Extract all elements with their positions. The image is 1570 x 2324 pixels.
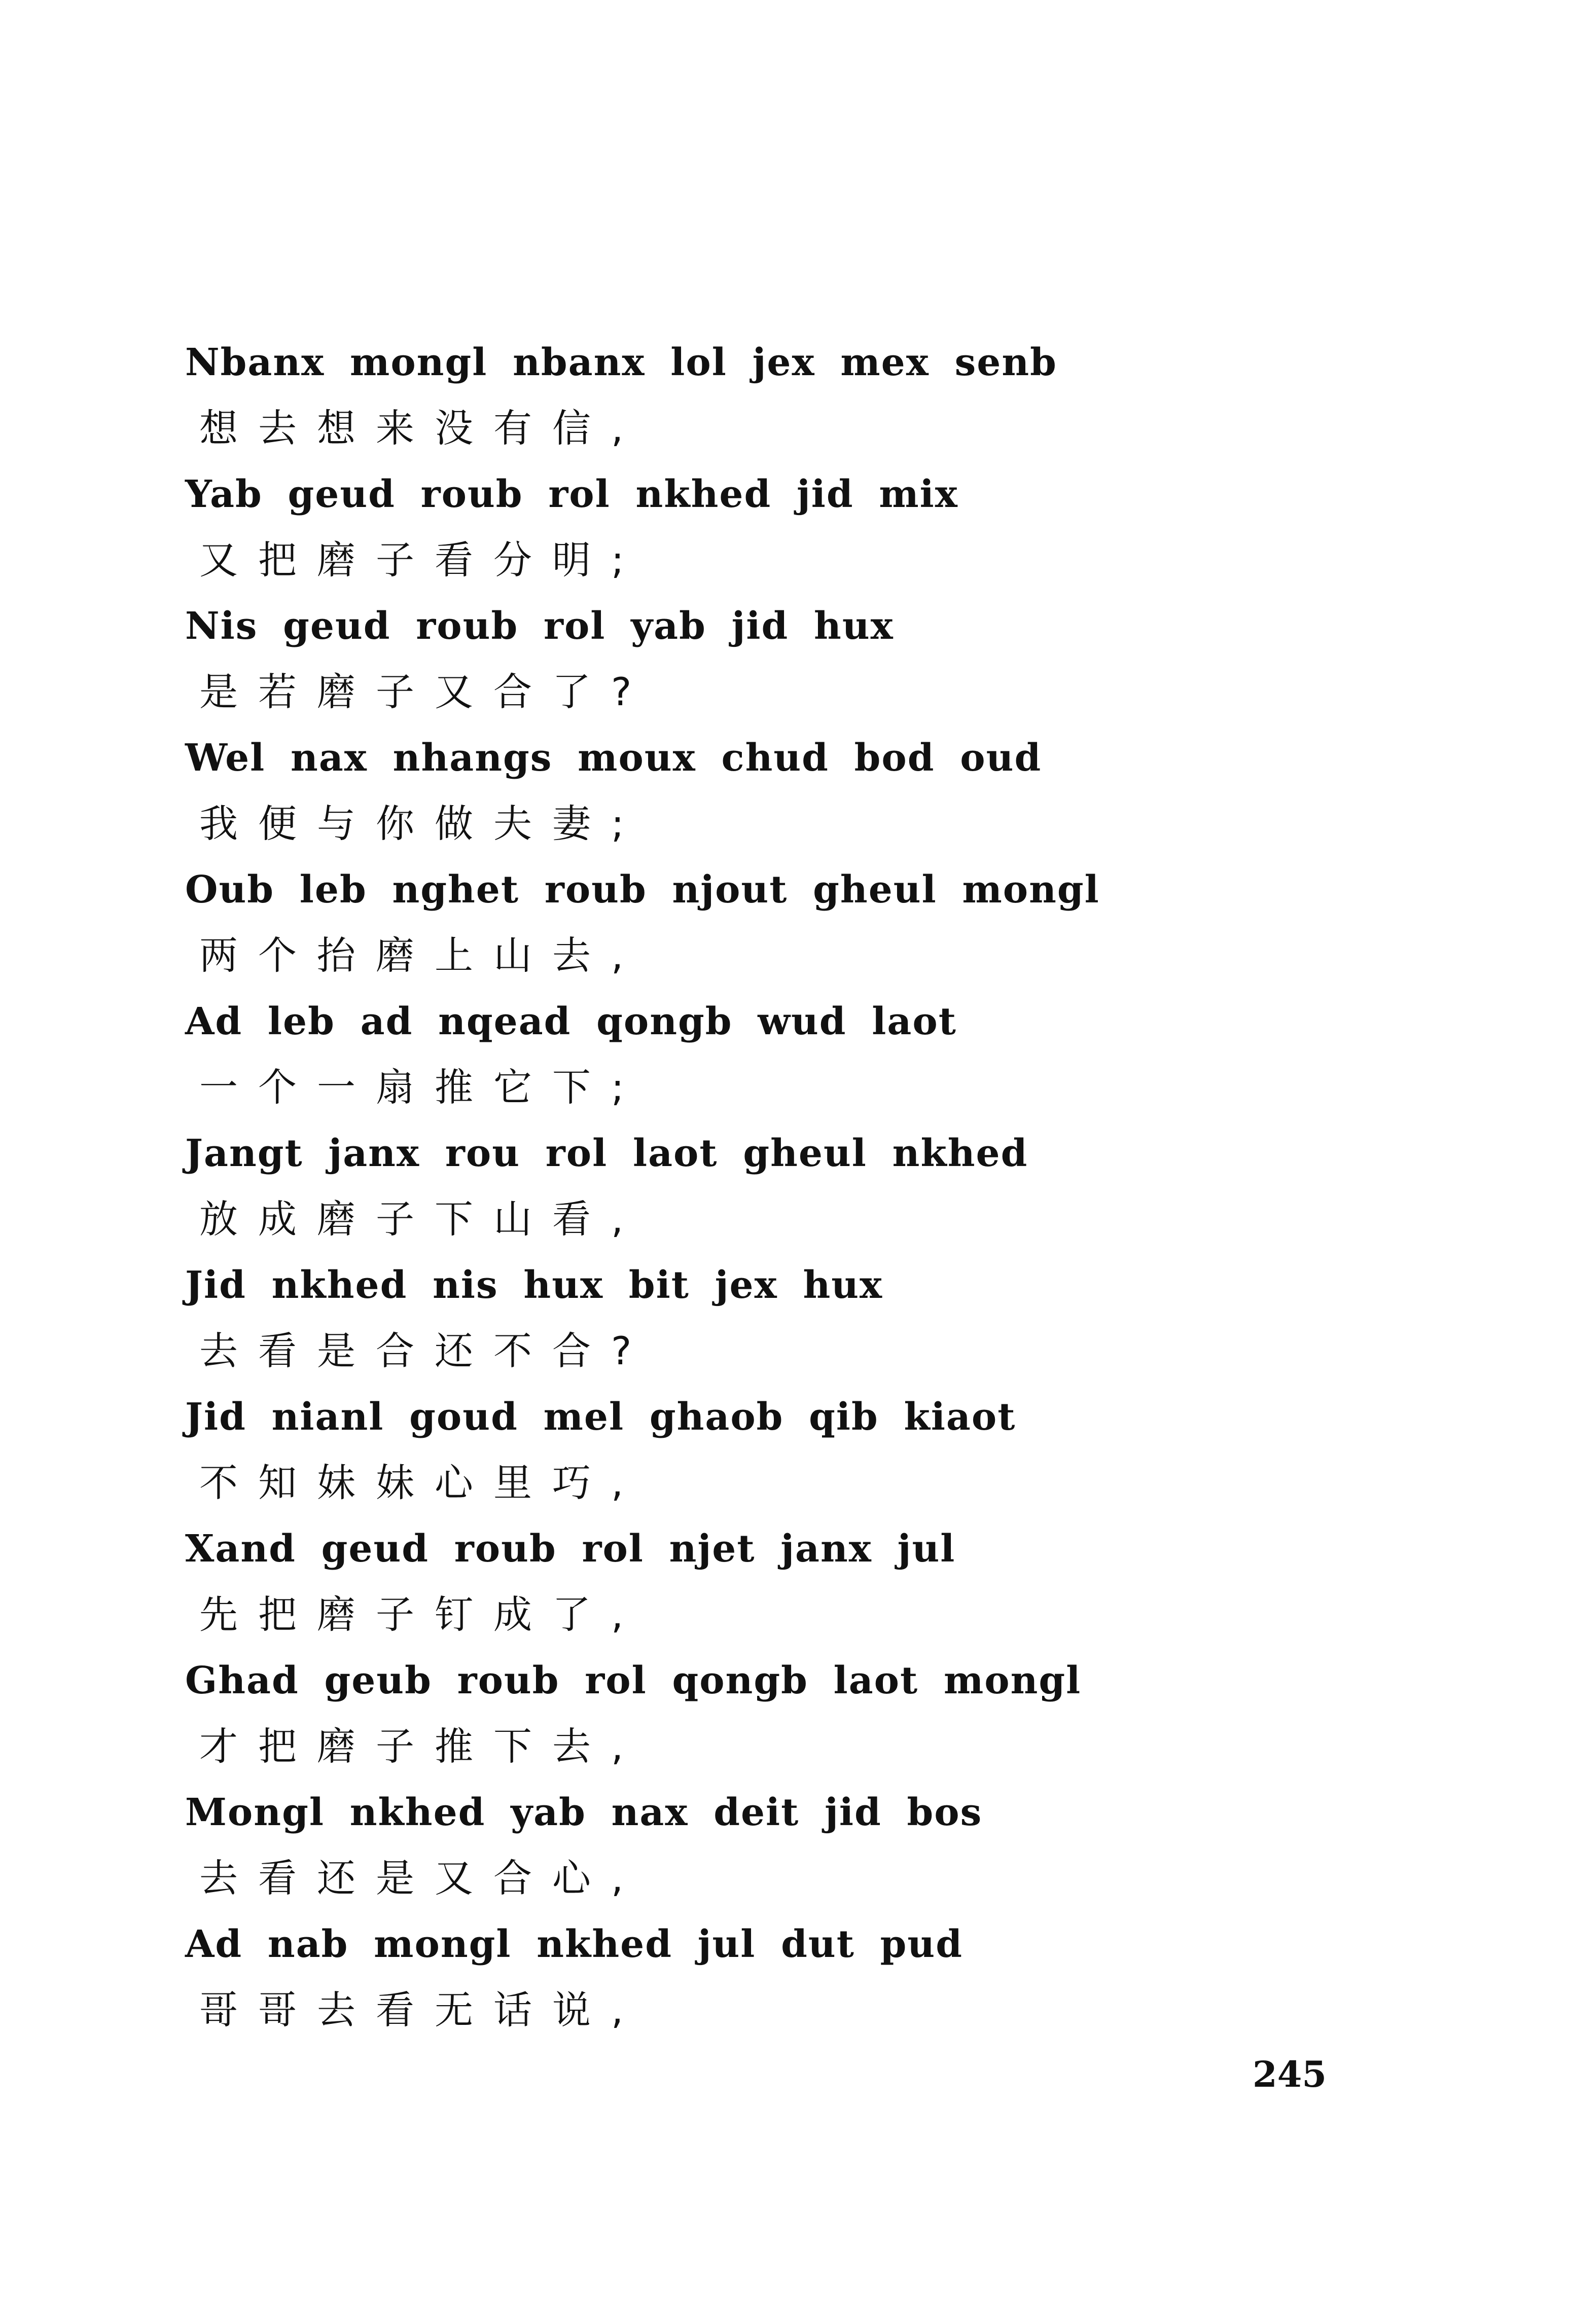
romanized-line: Jangt janx rou rol laot gheul nkhed (185, 1132, 1028, 1175)
chinese-line: 一个一扇推它下; (199, 1065, 645, 1110)
chinese-line: 先把磨子钉成了, (199, 1592, 644, 1637)
romanized-line: Oub leb nghet roub njout gheul mongl (185, 868, 1100, 912)
chinese-line: 又把磨子看分明; (199, 537, 645, 583)
chinese-line: 想去想来没有信, (199, 406, 644, 451)
page-number: 245 (1253, 2053, 1327, 2095)
poem-text (185, 330, 1098, 2043)
chinese-line: 我便与你做夫妻; (199, 801, 645, 846)
romanized-line: Jid nkhed nis hux bit jex hux (185, 1263, 883, 1307)
chinese-line: 才把磨子推下去, (199, 1724, 644, 1769)
romanized-line: Ad leb ad nqead qongb wud laot (185, 1000, 957, 1043)
romanized-line: Xand geud roub rol njet janx jul (185, 1527, 956, 1571)
romanized-line: Nbanx mongl nbanx lol jex mex senb (185, 341, 1057, 384)
chinese-line: 放成磨子下山看, (199, 1196, 644, 1242)
chinese-line: 去看是合还不合? (199, 1328, 652, 1373)
chinese-line: 两个抬磨上山去, (199, 933, 644, 978)
chinese-line: 不知妹妹心里巧, (199, 1460, 644, 1505)
chinese-line: 哥哥去看无话说, (199, 1987, 644, 2032)
chinese-line: 去看还是又合心, (199, 1856, 644, 1901)
romanized-line: Yab geud roub rol nkhed jid mix (185, 473, 958, 516)
romanized-line: Ghad geub roub rol qongb laot mongl (185, 1659, 1082, 1702)
romanized-line: Mongl nkhed yab nax deit jid bos (185, 1791, 983, 1834)
romanized-line: Jid nianl goud mel ghaob qib kiaot (185, 1395, 1016, 1439)
romanized-line: Wel nax nhangs moux chud bod oud (185, 736, 1042, 780)
romanized-line: Ad nab mongl nkhed jul dut pud (185, 1922, 963, 1966)
romanized-line: Nis geud roub rol yab jid hux (185, 604, 894, 648)
chinese-line: 是若磨子又合了? (199, 669, 652, 714)
